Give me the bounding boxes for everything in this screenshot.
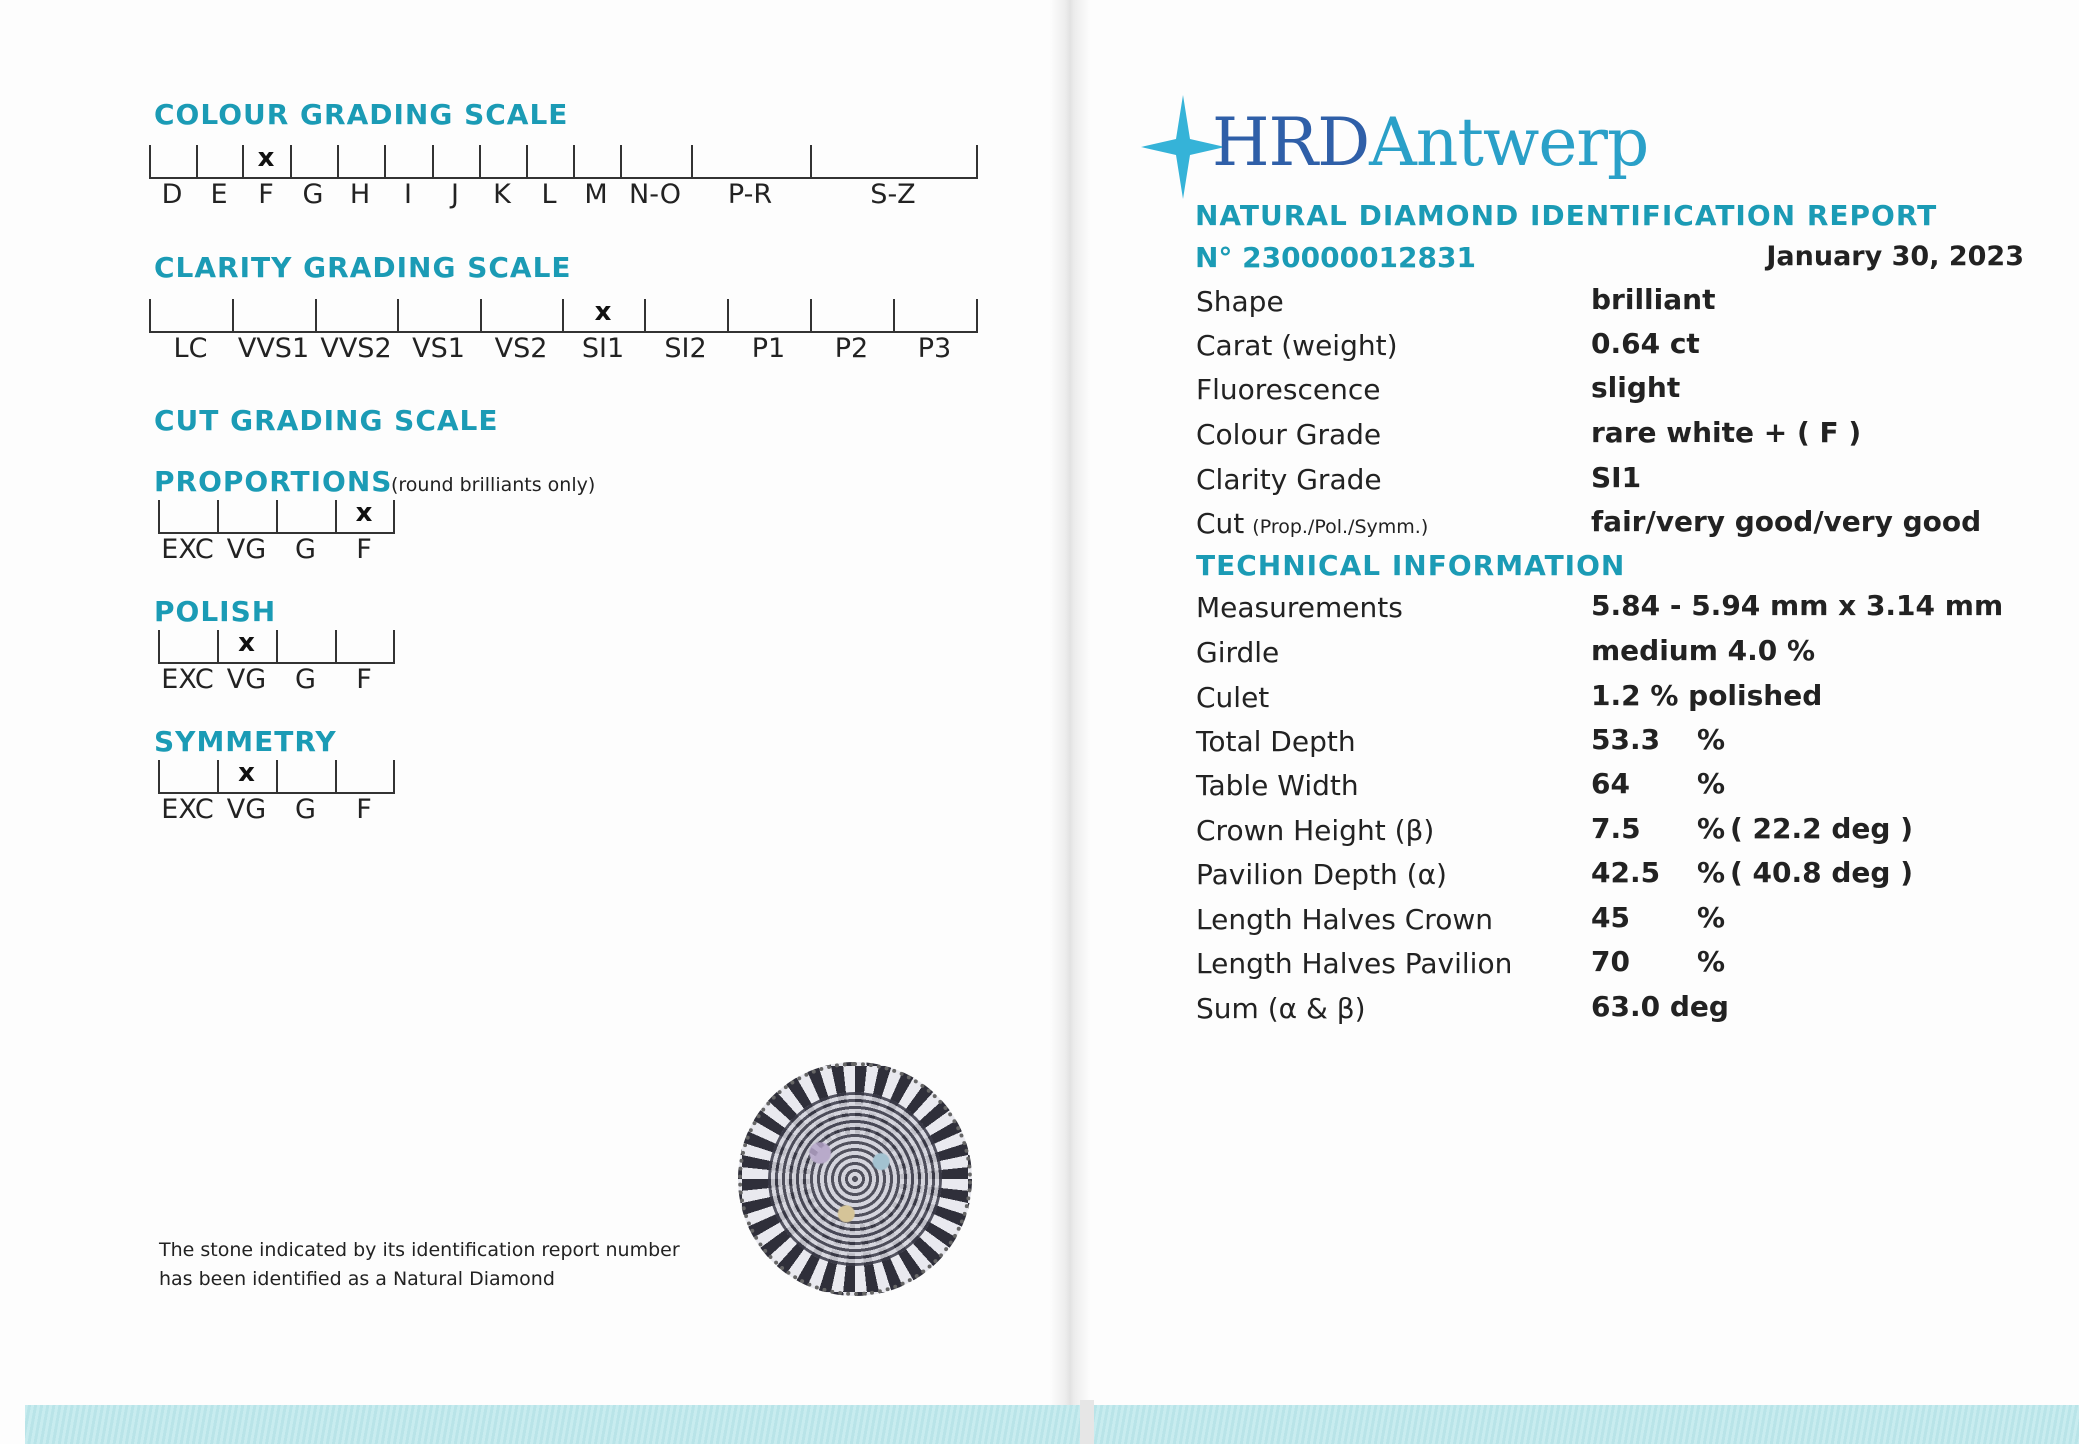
technical-row-label: Pavilion Depth (α) xyxy=(1196,858,1447,891)
polish-scale-tick xyxy=(335,630,337,664)
logo-hrd: HRD xyxy=(1212,104,1370,181)
clarity-scale-tick xyxy=(397,299,399,333)
colour-scale-tick xyxy=(337,145,339,179)
symmetry-scale-tick xyxy=(276,760,278,794)
polish-scale-tick xyxy=(158,630,160,664)
grading-row-value: slight xyxy=(1591,371,1681,404)
polish-heading: POLISH xyxy=(154,595,277,628)
colour-scale-label: N-O xyxy=(629,179,681,210)
band-gap xyxy=(1080,1400,1094,1444)
polish-scale-tick xyxy=(276,630,278,664)
technical-row-unit: % xyxy=(1697,901,1726,934)
cut-scale-heading: CUT GRADING SCALE xyxy=(154,404,499,437)
colour-scale-label: J xyxy=(451,179,459,210)
colour-scale-tick xyxy=(691,145,693,179)
colour-scale-label: D xyxy=(161,179,183,210)
technical-row-unit: % xyxy=(1697,723,1726,756)
technical-information-heading: TECHNICAL INFORMATION xyxy=(1196,549,1626,582)
technical-row-value: 70 xyxy=(1591,945,1630,978)
proportions-scale-label: EXC xyxy=(161,534,214,565)
proportions-scale-tick xyxy=(276,500,278,534)
technical-row-unit: % xyxy=(1697,812,1726,845)
polish-scale-label: G xyxy=(295,664,316,695)
proportions-note: (round brilliants only) xyxy=(391,474,596,496)
clarity-scale-tick xyxy=(480,299,482,333)
report-number: N° 230000012831 xyxy=(1195,241,1476,274)
grading-row-value: fair/very good/very good xyxy=(1591,505,1982,538)
polish-scale-label: F xyxy=(356,664,372,695)
technical-row-value: 7.5 xyxy=(1591,812,1641,845)
technical-row-label: Sum (α & β) xyxy=(1196,992,1366,1025)
proportions-scale-tick xyxy=(335,500,337,534)
natural-diamond-statement xyxy=(159,1236,680,1294)
symmetry-heading: SYMMETRY xyxy=(154,725,337,758)
colour-scale-label: F xyxy=(258,179,274,210)
colour-scale-tick xyxy=(242,145,244,179)
proportions-scale-tick xyxy=(158,500,160,534)
report-date: January 30, 2023 xyxy=(1766,241,2024,272)
report-title: NATURAL DIAMOND IDENTIFICATION REPORT xyxy=(1195,199,1938,232)
colour-scale-tick xyxy=(620,145,622,179)
symmetry-scale-tick xyxy=(335,760,337,794)
symmetry-scale-label: G xyxy=(295,794,316,825)
clarity-scale-label: VVS1 xyxy=(237,333,310,364)
proportions-scale-mark: x xyxy=(355,498,373,528)
technical-row-label: Measurements xyxy=(1196,591,1403,624)
proportions-scale-tick xyxy=(393,500,395,534)
technical-row-value: 1.2 % polished xyxy=(1591,679,1823,712)
technical-row-value: medium 4.0 % xyxy=(1591,634,1816,667)
clarity-scale-tick xyxy=(727,299,729,333)
colour-scale-tick xyxy=(149,145,151,179)
proportions-scale-label: F xyxy=(356,534,372,565)
grading-row-label: Carat (weight) xyxy=(1196,329,1398,362)
polish-scale-label: VG xyxy=(226,664,267,695)
colour-scale-tick xyxy=(976,145,978,179)
technical-row-label: Culet xyxy=(1196,681,1270,714)
technical-row-unit: % xyxy=(1697,767,1726,800)
clarity-scale-tick xyxy=(315,299,317,333)
polish-scale-tick xyxy=(217,630,219,664)
technical-row-value: 45 xyxy=(1591,901,1630,934)
technical-row-value: 64 xyxy=(1591,767,1630,800)
colour-scale-tick xyxy=(479,145,481,179)
bottom-security-band xyxy=(25,1405,2079,1444)
proportions-scale-tick xyxy=(217,500,219,534)
technical-row-value: 53.3 xyxy=(1591,723,1661,756)
clarity-scale-label: P1 xyxy=(751,333,786,364)
statement-line-2: has been identified as a Natural Diamond xyxy=(159,1268,555,1290)
colour-scale-label: S-Z xyxy=(870,179,916,210)
polish-scale-label: EXC xyxy=(161,664,214,695)
grading-row-label: Fluorescence xyxy=(1196,373,1381,406)
technical-row-extra: ( 22.2 deg ) xyxy=(1730,812,1913,845)
technical-row-value: 63.0 deg xyxy=(1591,990,1729,1023)
grading-row-value: 0.64 ct xyxy=(1591,327,1700,360)
symmetry-scale-label: VG xyxy=(226,794,267,825)
clarity-scale-label: P2 xyxy=(834,333,869,364)
colour-scale-label: G xyxy=(302,179,324,210)
clarity-scale-heading: CLARITY GRADING SCALE xyxy=(154,251,572,284)
grading-row-label: Shape xyxy=(1196,285,1284,318)
technical-row-label: Crown Height (β) xyxy=(1196,814,1435,847)
technical-row-label: Length Halves Pavilion xyxy=(1196,947,1513,980)
clarity-scale-tick xyxy=(149,299,151,333)
colour-scale-tick xyxy=(810,145,812,179)
colour-scale-label: I xyxy=(404,179,412,210)
symmetry-scale-mark: x xyxy=(238,758,255,788)
clarity-scale-label: LC xyxy=(173,333,208,364)
hrd-antwerp-logo xyxy=(1212,104,1648,181)
proportions-heading: PROPORTIONS xyxy=(154,465,393,498)
technical-row-extra: ( 40.8 deg ) xyxy=(1730,856,1913,889)
clarity-scale-tick xyxy=(562,299,564,333)
clarity-scale-tick xyxy=(893,299,895,333)
technical-row-label: Table Width xyxy=(1196,769,1359,802)
technical-row-label: Girdle xyxy=(1196,636,1280,669)
grading-row-label: Clarity Grade xyxy=(1196,463,1382,496)
colour-scale-label: L xyxy=(541,179,557,210)
symmetry-scale-tick xyxy=(393,760,395,794)
clarity-scale-label: P3 xyxy=(917,333,952,364)
colour-scale-label: M xyxy=(584,179,608,210)
grading-row-sublabel: (Prop./Pol./Symm.) xyxy=(1252,516,1429,538)
clarity-scale-label: SI2 xyxy=(664,333,707,364)
symmetry-scale-label: F xyxy=(356,794,372,825)
technical-row-label: Length Halves Crown xyxy=(1196,903,1493,936)
page-spine xyxy=(1050,0,1090,1444)
technical-row-unit: % xyxy=(1697,945,1726,978)
symmetry-scale-label: EXC xyxy=(161,794,214,825)
clarity-scale-tick xyxy=(644,299,646,333)
clarity-scale-label: VS1 xyxy=(412,333,465,364)
proportions-scale-label: G xyxy=(295,534,316,565)
clarity-scale-label: VS2 xyxy=(494,333,548,364)
clarity-scale-label: SI1 xyxy=(581,333,625,364)
clarity-scale-tick xyxy=(232,299,234,333)
colour-scale-mark: x xyxy=(257,143,275,173)
colour-scale-tick xyxy=(432,145,434,179)
colour-scale-label: H xyxy=(349,179,371,210)
clarity-scale-tick xyxy=(810,299,812,333)
technical-row-label: Total Depth xyxy=(1196,725,1356,758)
colour-scale-label: K xyxy=(493,179,511,210)
clarity-scale-label: VVS2 xyxy=(320,333,392,364)
symmetry-scale-tick xyxy=(217,760,219,794)
technical-row-unit: % xyxy=(1697,856,1726,889)
hologram-seal-center xyxy=(768,1092,942,1266)
colour-scale-tick xyxy=(384,145,386,179)
grading-row-value: SI1 xyxy=(1591,461,1642,494)
logo-antwerp: Antwerp xyxy=(1369,104,1649,181)
technical-row-value: 42.5 xyxy=(1591,856,1661,889)
colour-scale-heading: COLOUR GRADING SCALE xyxy=(154,98,569,131)
colour-scale-tick xyxy=(573,145,575,179)
colour-scale-label: E xyxy=(210,179,228,210)
polish-scale-tick xyxy=(393,630,395,664)
symmetry-scale-tick xyxy=(158,760,160,794)
grading-row-label: Colour Grade xyxy=(1196,418,1382,451)
colour-scale-tick xyxy=(526,145,528,179)
proportions-scale-label: VG xyxy=(226,534,267,565)
technical-row-value: 5.84 - 5.94 mm x 3.14 mm xyxy=(1591,589,2004,622)
colour-scale-tick xyxy=(196,145,198,179)
clarity-scale-tick xyxy=(976,299,978,333)
grading-row-value: rare white + ( F ) xyxy=(1591,416,1862,449)
clarity-scale-mark: x xyxy=(594,297,612,327)
grading-row-value: brilliant xyxy=(1591,283,1716,316)
statement-line-1: The stone indicated by its identification report number xyxy=(159,1239,680,1261)
colour-scale-label: P-R xyxy=(727,179,773,210)
polish-scale-mark: x xyxy=(238,628,255,658)
grading-row-label: Cut (Prop./Pol./Symm.) xyxy=(1196,507,1429,540)
colour-scale-tick xyxy=(290,145,292,179)
